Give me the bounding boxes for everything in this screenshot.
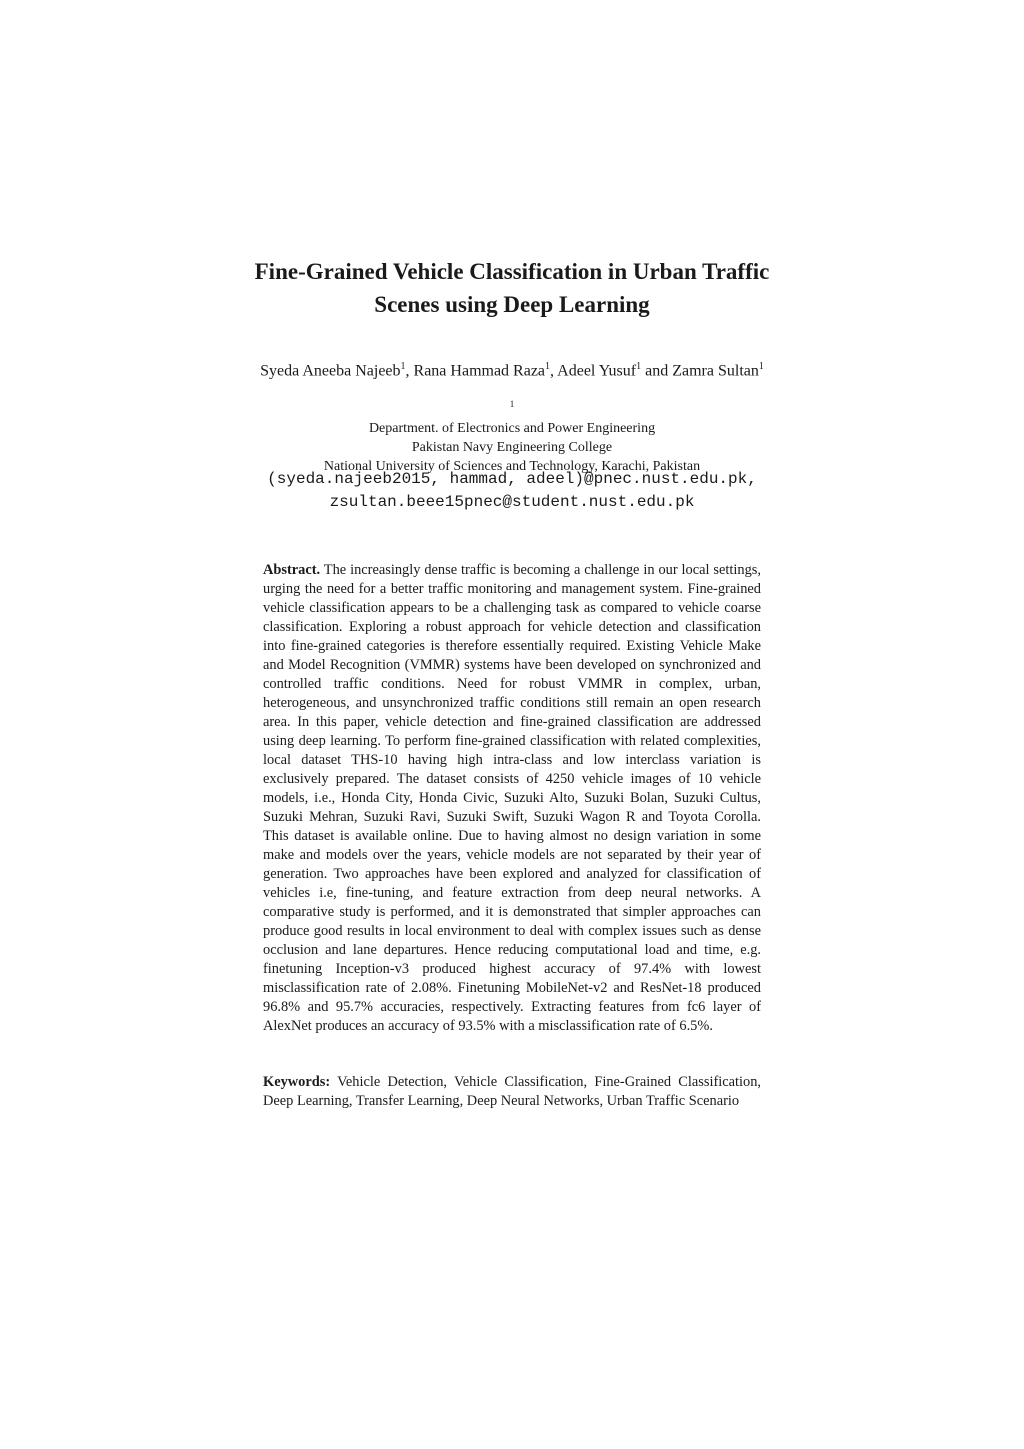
author-name: Syeda Aneeba Najeeb <box>260 362 401 380</box>
affiliation-department: Department. of Electronics and Power Engineering <box>368 420 656 436</box>
paper-title <box>180 255 844 321</box>
author-separator: and <box>641 362 673 380</box>
email-line-2: zsultan.beee15pnec@student.nust.edu.pk <box>329 493 695 511</box>
author-affiliation-marker: 1 <box>545 361 551 372</box>
affiliation-marker: 1 <box>509 399 515 409</box>
author-affiliation-marker: 1 <box>400 361 406 372</box>
author-name: Zamra Sultan <box>672 362 759 380</box>
keywords <box>263 1073 761 1111</box>
author-list <box>180 356 844 382</box>
keywords-text: Vehicle Detection, Vehicle Classification, Fine-Grained Classification, Deep Learning, Transfer Learning, Deep Neural Networks, Urban Traffic Scenario <box>263 1074 761 1109</box>
author-separator: , <box>550 362 558 380</box>
affiliation-line-2: Pakistan Navy Engineering College <box>411 439 613 455</box>
affiliation-line-1 <box>180 395 844 438</box>
affiliation-block <box>180 395 844 476</box>
abstract-text: The increasingly dense traffic is becoming a challenge in our local settings, urging the need for a better traffic monitoring and management system. Fine-grained vehicle classification appears to be a challenging task as compared to vehicle coarse classification. Exploring a robust approach for vehicle detection and classification into fine-grained categories is therefore essentially required. Existing Vehicle Make and Model Recognition (VMMR) systems have been developed on synchronized and controlled traffic conditions. Need for robust VMMR in complex, urban, heterogeneous, and unsynchronized traffic conditions still remain an open research area. In this paper, vehicle detection and fine-grained classification are addressed using deep learning. To perform fine-grained classification with related complexities, local dataset THS-10 having high intra-class and low interclass variation is exclusively prepared. The dataset consists of 4250 vehicle images of 10 vehicle models, i.e., Honda City, Honda Civic, Suzuki Alto, Suzuki Bolan, Suzuki Cultus, Suzuki Mehran, Suzuki Ravi, Suzuki Swift, Suzuki Wagon R and Toyota Corolla. This dataset is available online. Due to having almost no design variation in some make and models over the years, vehicle models are not separated by their year of generation. Two approaches have been explored and analyzed for classification of vehicles i.e, fine-tuning, and feature extraction from deep neural networks. A comparative study is performed, and it is demonstrated that simpler approaches can produce good results in local environment to deal with complex issues such as dense occlusion and lane departures. Hence reducing computational load and time, e.g. finetuning Inception-v3 produced highest accuracy of 97.4% with lowest misclassification rate of 2.08%. Finetuning MobileNet-v2 and ResNet-18 produced 96.8% and 95.7% accuracies, respectively. Extracting features from fc6 layer of AlexNet produces an accuracy of 93.5% with a misclassification rate of 6.5%. <box>263 562 761 1034</box>
author-name: Rana Hammad Raza <box>413 362 546 380</box>
author-separator: , <box>405 362 414 380</box>
email-block <box>180 468 844 514</box>
abstract <box>263 561 761 1036</box>
title-line-2: Scenes using Deep Learning <box>374 292 650 317</box>
author-name: Adeel Yusuf <box>557 362 637 380</box>
author-affiliation-marker: 1 <box>758 361 764 372</box>
title-line-1: Fine-Grained Vehicle Classification in Urban Traffic <box>254 259 770 284</box>
author-affiliation-marker: 1 <box>636 361 642 372</box>
keywords-label: Keywords: <box>263 1074 331 1090</box>
affiliation-line-3: National University of Sciences and Technology, Karachi, Pakistan <box>323 458 701 474</box>
email-line-1: (syeda.najeeb2015, hammad, adeel)@pnec.nust.edu.pk, <box>267 470 757 488</box>
abstract-label: Abstract. <box>263 562 321 578</box>
